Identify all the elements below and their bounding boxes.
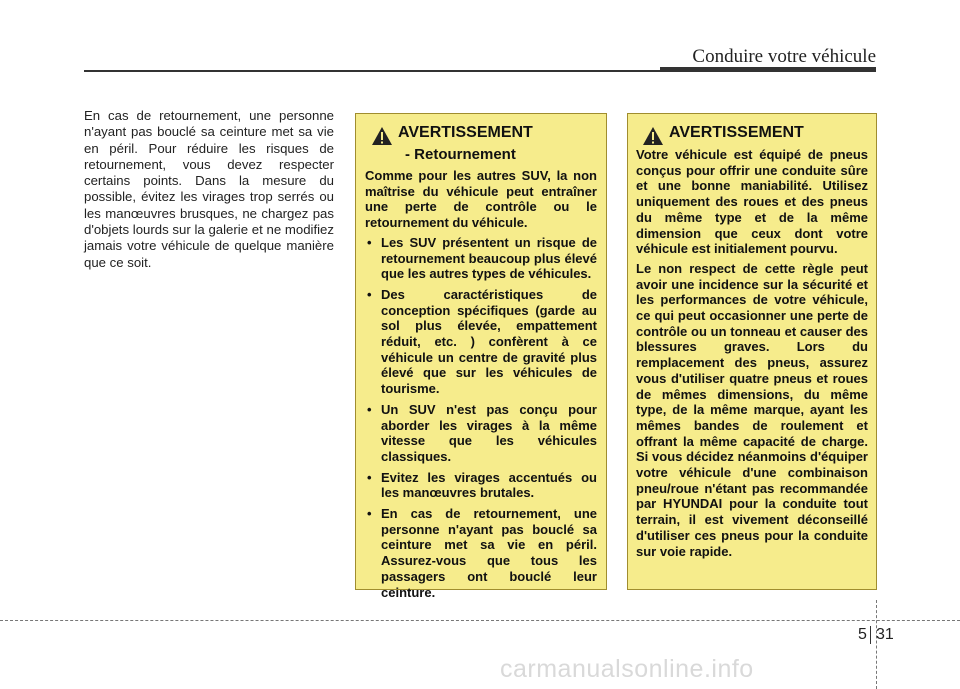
page-number: 31 — [876, 626, 894, 643]
list-item: • Un SUV n'est pas conçu pour aborder les virages à la même vitesse que les véhicules classiques. — [365, 402, 597, 465]
intro-paragraph: En cas de retournement, une personne n'ayant pas bouclé sa ceinture met sa vie en péril. Pour réduire les risques de retournement, vous devez respecter certains points. Dans la mesure du possible, évitez les virages trop serrés ou les manœuvres brusques, ne chargez pas d'objets lourds sur la galerie et ne modifiez jamais votre véhicule de quelque manière que ce soit. — [84, 108, 334, 270]
section-number: 5 — [858, 626, 867, 643]
warning-box-rollover — [355, 113, 607, 600]
header-rule-accent — [660, 67, 876, 72]
warning-paragraph: Le non respect de cette règle peut avoir une incidence sur la sécurité et les performances de votre véhicule, ce qui peut occasionner une perte de contrôle ou un tonneau et causer des blessures graves. Lors du remplacement des pneus, assurez vous d'utiliser quatre pneus et roues de mêmes dimensions, du même type, de la même marque, ayant les mêmes bandes de roulement et offrant la même capacité de charge. Si vous décidez néanmoins d'équiper votre véhicule d'une combinaison pneu/roue n'étant pas recommandée par HYUNDAI pour la conduite tout terrain, il est vivement déconseillé d'utiliser ces pneus pour la conduite sur voie rapide. — [636, 260, 868, 559]
warning-header — [636, 124, 868, 147]
warning-title: AVERTISSEMENT — [669, 124, 804, 141]
warning-list — [365, 235, 597, 600]
warning-intro: Comme pour les autres SUV, la non maîtrise du véhicule peut entraîner une perte de contrôle ou le retournement du véhicule. — [365, 168, 597, 231]
watermark: carmanualsonline.info — [500, 655, 754, 683]
list-item: • En cas de retournement, une personne n'ayant pas bouclé sa ceinture met sa vie en péril. Assurez-vous que tous les passagers ont bouclé leur ceinture. — [365, 506, 597, 600]
warning-header — [365, 124, 597, 146]
page-number-divider — [870, 626, 871, 644]
section-header-title: Conduire votre véhicule — [692, 46, 876, 67]
warning-paragraph: Votre véhicule est équipé de pneus conçus pour offrir une conduite sûre et une bonne maniabilité. Utilisez uniquement des roues et des pneus du même type et de la même dimension que ceux dont votre véhicule est initialement pourvu. — [636, 147, 868, 257]
warning-title: AVERTISSEMENT — [398, 124, 533, 141]
warning-triangle-icon — [642, 126, 664, 146]
warning-box-tires — [627, 113, 877, 590]
list-item: • Des caractéristiques de conception spécifiques (garde au sol plus élevée, empattement réduit, etc. ) confèrent à ce véhicule un centre de gravité plus élevé que sur les véhicules de tourisme. — [365, 287, 597, 397]
list-item: • Evitez les virages accentués ou les manœuvres brutales. — [365, 470, 597, 501]
warning-triangle-icon — [371, 126, 393, 146]
warning-subtitle: - Retournement — [405, 146, 516, 163]
footer-vertical-rule — [876, 600, 877, 689]
list-item: • Les SUV présentent un risque de retournement beaucoup plus élevé que les autres types de véhicules. — [365, 235, 597, 282]
footer-rule — [0, 620, 960, 621]
